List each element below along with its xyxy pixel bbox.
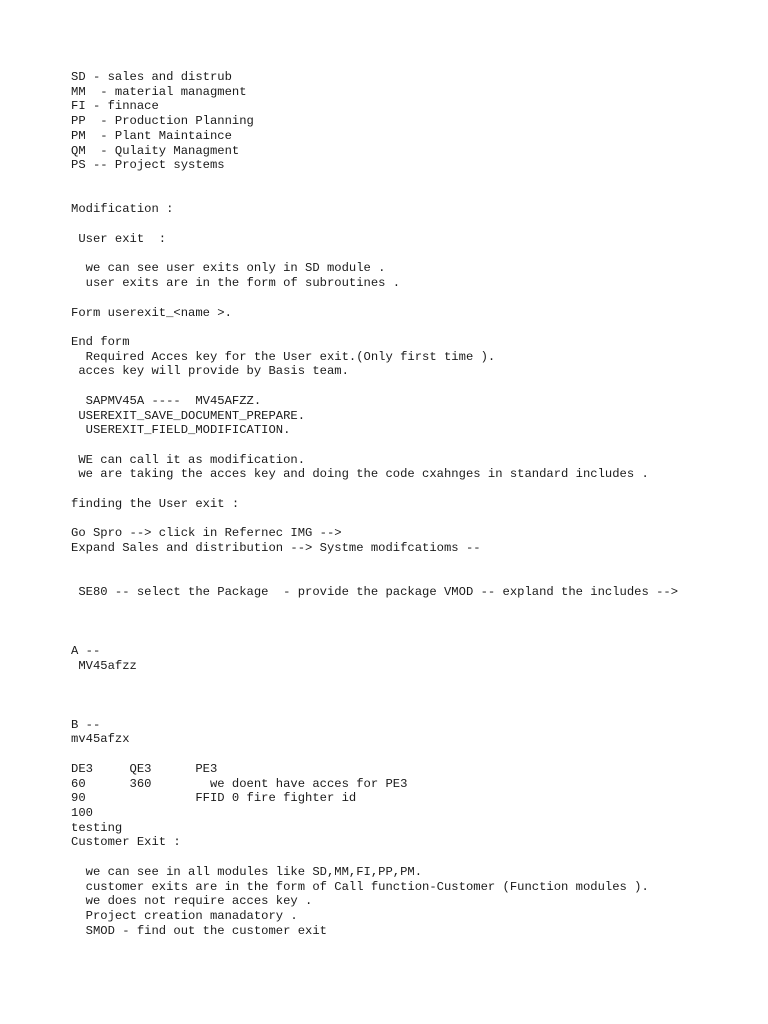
text-line: DE3 QE3 PE3: [71, 761, 218, 776]
text-line: [71, 688, 678, 703]
text-line: [71, 512, 678, 527]
text-line: [71, 438, 678, 453]
text-line: PS -- Project systems: [71, 158, 225, 173]
text-line: USEREXIT_FIELD_MODIFICATION.: [71, 423, 291, 438]
text-line: testing: [71, 820, 123, 835]
text-line: we can see user exits only in SD module .: [71, 261, 386, 276]
text-line: WE can call it as modification.: [71, 452, 306, 467]
text-line: Modification :: [71, 202, 174, 217]
text-line: SE80 -- select the Package - provide the package VMOD -- expland the includes -->: [71, 585, 679, 600]
text-line: [71, 673, 678, 688]
text-line: SAPMV45A ---- MV45AFZZ.: [71, 393, 262, 408]
text-line: [71, 615, 678, 630]
text-line: [71, 217, 678, 232]
text-line: MV45afzz: [71, 658, 137, 673]
text-line: [71, 188, 678, 203]
text-line: 60 360 we doent have acces for PE3: [71, 776, 408, 791]
text-line: [71, 320, 678, 335]
text-line: User exit :: [71, 231, 167, 246]
text-line: we does not require acces key .: [71, 894, 313, 909]
text-line: we are taking the acces key and doing the code cxahnges in standard includes .: [71, 467, 649, 482]
text-line: [71, 703, 678, 718]
text-line: acces key will provide by Basis team.: [71, 364, 349, 379]
text-line: MM - material managment: [71, 84, 247, 99]
text-line: PP - Production Planning: [71, 114, 254, 129]
text-line: B --: [71, 717, 101, 732]
text-line: [71, 629, 678, 644]
text-line: Expand Sales and distribution --> Systme modifcatioms --: [71, 541, 481, 555]
text-line: Project creation manadatory .: [71, 908, 298, 923]
text-line: [71, 173, 678, 188]
text-line: customer exits are in the form of Call function-Customer (Function modules ).: [71, 879, 649, 894]
text-line: PM - Plant Maintaince: [71, 128, 232, 143]
text-line: A --: [71, 644, 101, 659]
text-line: user exits are in the form of subroutines .: [71, 276, 401, 291]
text-line: [71, 482, 678, 497]
text-line: [71, 556, 678, 571]
text-line: [71, 291, 678, 306]
text-line: 100: [71, 805, 93, 820]
text-line: [71, 747, 678, 762]
text-line: finding the User exit :: [71, 496, 240, 511]
text-line: End form: [71, 334, 130, 349]
text-line: Form userexit_<name >.: [71, 305, 232, 320]
text-line: Required Acces key for the User exit.(Only first time ).: [71, 349, 496, 364]
text-line: [71, 570, 678, 585]
text-line: Go Spro --> click in Refernec IMG -->: [71, 526, 342, 541]
text-line: SMOD - find out the customer exit: [71, 923, 327, 938]
document-body: [71, 70, 678, 938]
text-line: we can see in all modules like SD,MM,FI,PP,PM.: [71, 864, 423, 879]
text-line: [71, 850, 678, 865]
text-line: [71, 600, 678, 615]
text-line: FI - finnace: [71, 99, 159, 114]
text-line: [71, 247, 678, 262]
text-line: Customer Exit :: [71, 835, 181, 850]
text-line: 90 FFID 0 fire fighter id: [71, 791, 357, 806]
text-line: QM - Qulaity Managment: [71, 143, 240, 158]
text-line: SD - sales and distrub: [71, 70, 232, 84]
text-line: [71, 379, 678, 394]
text-line: USEREXIT_SAVE_DOCUMENT_PREPARE.: [71, 408, 306, 423]
text-line: mv45afzx: [71, 732, 130, 747]
